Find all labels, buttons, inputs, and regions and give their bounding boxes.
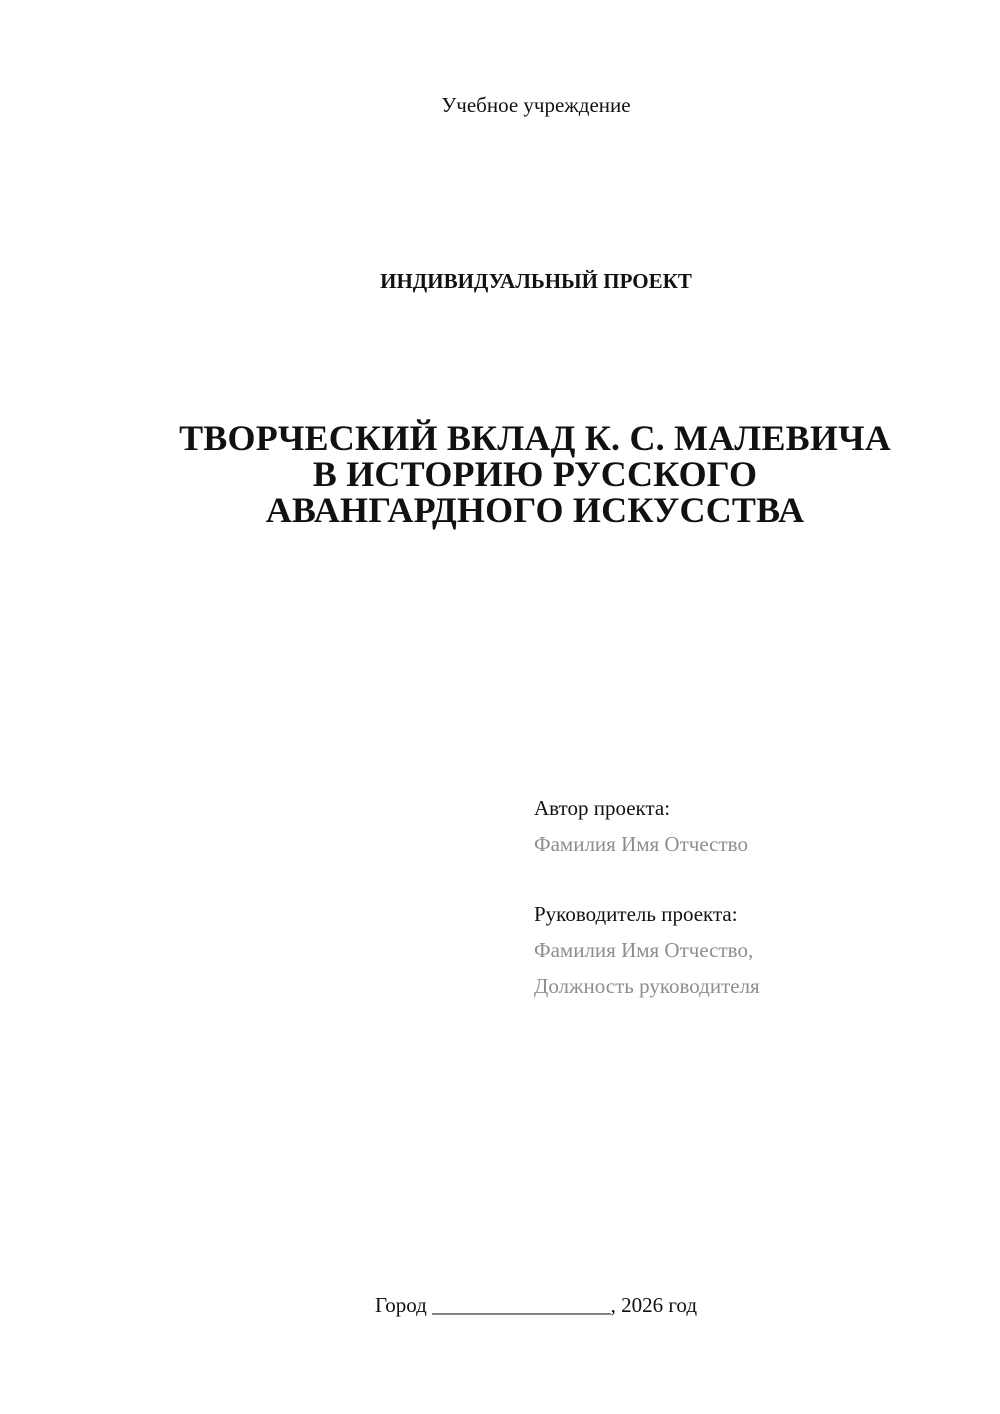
credits-block [534,790,974,1004]
project-title-line-1: ТВОРЧЕСКИЙ ВКЛАД К. С. МАЛЕВИЧА [179,418,891,458]
supervisor-position: Должность руководителя [534,974,760,998]
project-title [130,420,940,528]
supervisor-name: Фамилия Имя Отчество, [534,938,754,962]
author-name: Фамилия Имя Отчество [534,832,748,856]
supervisor-label: Руководитель проекта: [534,902,738,926]
project-title-line-3: АВАНГАРДНОГО ИСКУССТВА [265,490,805,530]
author-label: Автор проекта: [534,796,671,820]
city-year-line: Город _________________, 2026 год [374,1293,698,1317]
credits-spacer [534,862,974,896]
project-type-heading: ИНДИВИДУАЛЬНЫЙ ПРОЕКТ [380,269,692,293]
project-title-line-2: В ИСТОРИЮ РУССКОГО [312,454,758,494]
institution-name: Учебное учреждение [441,93,631,117]
